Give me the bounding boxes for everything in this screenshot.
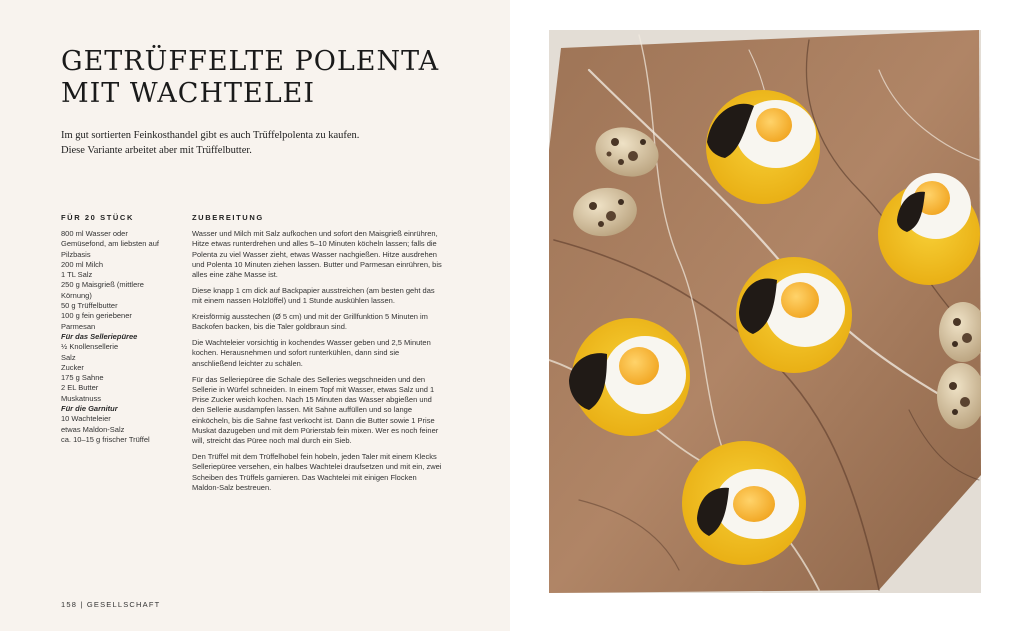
ingredient-item: 175 g Sahne	[61, 373, 104, 383]
preparation-paragraph: Kreisförmig ausstechen (Ø 5 cm) und mit der Grillfunktion 5 Minuten im Backofen backen, bis die Taler goldbraun sind.	[192, 312, 428, 332]
ingredient-item: ½ Knollensellerie	[61, 342, 119, 352]
ingredient-item: Salz	[61, 352, 76, 362]
ingredient-item: 1 TL Salz	[61, 270, 93, 280]
sellerie-subheading: Für das Selleriepüree	[61, 331, 138, 341]
page-footer: 158 | GESELLSCHAFT	[61, 600, 161, 609]
ingredient-item: 200 ml Milch	[61, 259, 104, 269]
ingredient-item: Zucker	[61, 362, 84, 372]
ingredient-item: Muskatnuss	[61, 393, 102, 403]
preparation-paragraph: Für das Selleriepüree die Schale des Selleries wegschneiden und den Sellerie in Würfel schneiden. In einem Topf mit Wasser, etwas Salz und 1 Prise Zucker weich kochen. Nach 15 Minuten das Wasser abgießen und den Sellerie ausdampfen lassen. Mit Sahne auffüllen und so lange einköcheln, bis die Sahne fast verkocht ist. Dann die Butter sowie 1 Prise Muskat dazugeben und mit dem Pürierstab fein mixen. Wer es noch feiner will, streicht das Püree noch mal durch ein Sieb.	[192, 374, 439, 446]
right-page	[510, 0, 1020, 631]
title-line-2: MIT WACHTELEI	[61, 78, 316, 109]
ingredient-item: 50 g Trüffelbutter	[61, 301, 118, 311]
polenta-bite	[706, 90, 820, 204]
preparation-paragraph: Die Wachteleier vorsichtig in kochendes Wasser geben und 2,5 Minuten kochen. Herausnehmen und sofort runterkühlen, dann sind sie anschließend leichter zu schälen.	[192, 338, 431, 368]
preparation-paragraph: Diese knapp 1 cm dick auf Backpapier ausstreichen (am besten geht das mit einem nassen Holzlöffel) und 1 Stunde auskühlen lassen.	[192, 285, 435, 306]
ingredient-item: 100 g fein geriebener Parmesan	[61, 311, 132, 331]
preparation-paragraph: Wasser und Milch mit Salz aufkochen und sofort den Maisgrieß einrühren, Hitze etwas runterdrehen und alles 5–10 Minuten köcheln lassen; falls die Polenta zu viel Wasser zieht, etwas Wasser nachgießen. Hitze ausdrehen und Polenta 10 Minuten ziehen lassen. Butter und Parmesan einrühren, bis alles eine zähe Masse ist.	[192, 229, 442, 280]
polenta-bite	[682, 441, 806, 565]
polenta-bite	[736, 257, 852, 373]
preparation-steps	[192, 229, 444, 499]
recipe-photo	[549, 30, 981, 593]
recipe-intro	[61, 128, 381, 158]
ingredients-heading: FÜR 20 STÜCK	[61, 213, 134, 222]
ingredient-item: etwas Maldon-Salz	[61, 424, 125, 434]
ingredients-list	[61, 229, 161, 445]
preparation-heading: ZUBEREITUNG	[192, 213, 264, 222]
preparation-paragraph: Den Trüffel mit dem Trüffelhobel fein hobeln, jeden Taler mit einem Klecks Selleriepüree versehen, ein halbes Wachtelei draufsetzen und mit ein, zwei Scheiben des Trüffels garnieren. Das Wachtelei mit einigen Flocken Maldon-Salz bestreuen.	[192, 452, 442, 493]
intro-line-1: Im gut sortierten Feinkosthandel gibt es auch Trüffelpolenta zu kaufen.	[61, 130, 360, 141]
title-line-1: GETRÜFFELTE POLENTA	[61, 46, 440, 77]
intro-line-2: Diese Variante arbeitet aber mit Trüffelbutter.	[61, 145, 252, 156]
ingredient-item: 2 EL Butter	[61, 383, 99, 393]
recipe-title	[61, 46, 439, 110]
garnish-subheading: Für die Garnitur	[61, 404, 118, 414]
ingredient-item: ca. 10–15 g frischer Trüffel	[61, 434, 150, 444]
ingredient-item: 800 ml Wasser oder Gemüsefond, am liebsten auf Pilzbasis	[61, 229, 159, 259]
ingredient-item: 250 g Maisgrieß (mittlere Körnung)	[61, 280, 144, 300]
ingredient-item: 10 Wachteleier	[61, 414, 111, 424]
